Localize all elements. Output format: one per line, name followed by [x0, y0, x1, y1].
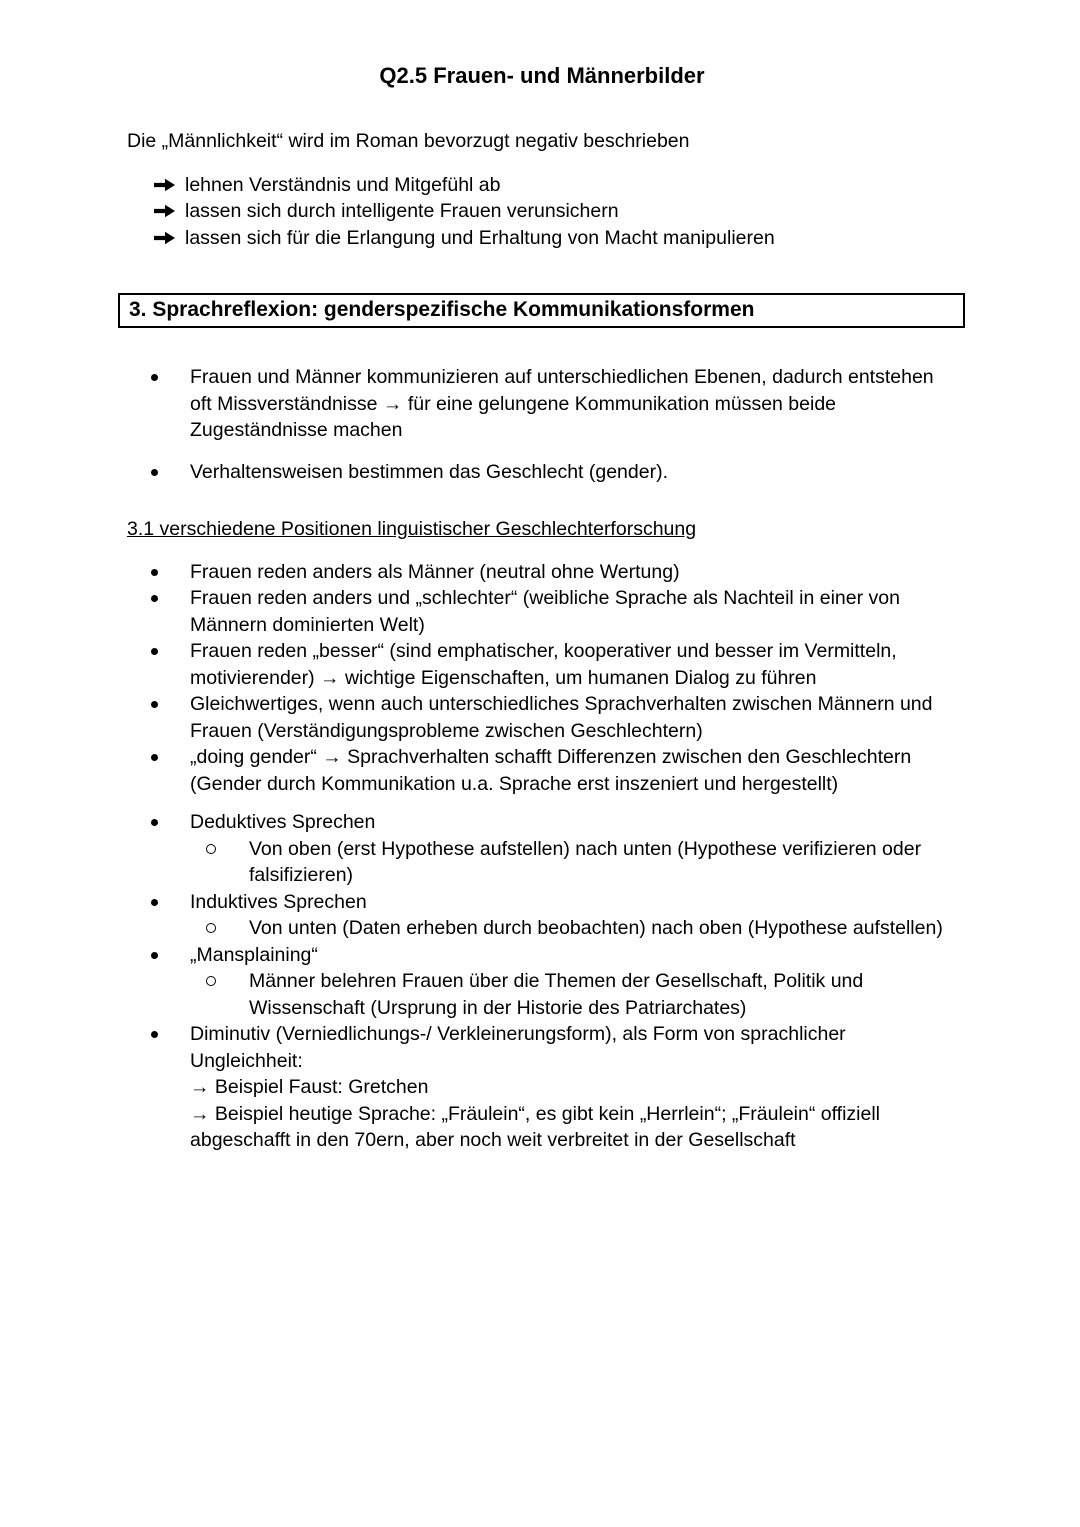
- bullet-list-item: [127, 585, 957, 638]
- bullet-item-text: „Mansplaining“: [190, 943, 318, 966]
- bullet-item-text: Frauen reden „besser“ (sind emphatischer, kooperativer und besser im Vermitteln, motivierender) → wichtige Eigenschaften, um humanen Dialog zu führen: [190, 640, 897, 689]
- section-3-heading: 3. Sprachreflexion: genderspezifische Kommunikationsformen: [129, 298, 755, 321]
- intro-lead-paragraph: Die „Männlichkeit“ wird im Roman bevorzugt negativ beschrieben: [127, 130, 690, 152]
- bullet-item-text: Frauen reden anders und „schlechter“ (weibliche Sprache als Nachteil in einer von Männern dominierten Welt): [190, 587, 900, 636]
- bullet-disc-icon: [151, 952, 158, 959]
- bullet-item-text: Frauen reden anders als Männer (neutral ohne Wertung): [190, 560, 680, 583]
- section-3-heading-box: [118, 293, 965, 328]
- sub-bullet-list-item: [190, 836, 957, 889]
- bullet-list-item: [127, 638, 957, 691]
- positions-bullet-list: [127, 559, 957, 798]
- arrow-item-text: lehnen Verständnis und Mitgefühl ab: [185, 173, 501, 196]
- bullet-item-text: Gleichwertiges, wenn auch unterschiedliches Sprachverhalten zwischen Männern und Frauen (Verständigungsprobleme zwischen Geschlechtern): [190, 693, 933, 742]
- arrow-item-text: lassen sich für die Erlangung und Erhaltung von Macht manipulieren: [185, 226, 775, 249]
- bullet-item-text: Deduktives Sprechen: [190, 811, 376, 833]
- heavy-right-arrow-icon: [154, 178, 175, 192]
- bullet-disc-icon: [151, 1031, 158, 1038]
- sub-bullet-item-text: Von unten (Daten erheben durch beobachten) nach oben (Hypothese aufstellen): [249, 917, 943, 939]
- sub-bullet-circle-icon: [206, 976, 216, 986]
- bullet-item-text: Verhaltensweisen bestimmen das Geschlecht (gender).: [190, 460, 668, 483]
- bullet-disc-icon: [151, 374, 158, 381]
- bullet-item-text: „doing gender“ → Sprachverhalten schafft Differenzen zwischen den Geschlechtern (Gender durch Kommunikation u.a. Sprache erst inszeniert und hergestellt): [190, 746, 912, 795]
- bullet-list-item: [127, 559, 957, 586]
- bullet-disc-icon: [151, 469, 158, 476]
- arrow-note-line: → Beispiel heutige Sprache: „Fräulein“, es gibt kein „Herrlein“; „Fräulein“ offiziell abgeschafft in den 70ern, aber noch weit verbreitet in der Gesellschaft: [190, 1102, 881, 1151]
- sub-bullet-list-item: [190, 968, 957, 1021]
- arrow-item-text: lassen sich durch intelligente Frauen verunsichern: [185, 200, 619, 222]
- bullet-list-item: [127, 691, 957, 744]
- sub-bullet-item-text: Von oben (erst Hypothese aufstellen) nach unten (Hypothese verifizieren oder falsifizieren): [249, 837, 922, 886]
- arrow-list-item: [127, 172, 957, 199]
- bullet-item-text: Induktives Sprechen: [190, 890, 367, 913]
- arrow-list-item: [127, 225, 957, 252]
- page-title: Q2.5 Frauen- und Männerbilder: [379, 63, 705, 88]
- bullet-disc-icon: [151, 819, 158, 826]
- bullet-item-body: [190, 1021, 957, 1154]
- bullet-item-body: [190, 809, 957, 889]
- heavy-right-arrow-icon: [154, 231, 175, 245]
- bullet-item-body: [190, 889, 957, 942]
- bullet-list-item: [127, 809, 957, 889]
- bullet-item-body: [190, 942, 957, 1022]
- bullet-disc-icon: [151, 648, 158, 655]
- sub-bullet-item-text: Männer belehren Frauen über die Themen der Gesellschaft, Politik und Wissenschaft (Ursprung in der Historie des Patriarchates): [249, 970, 864, 1019]
- arrow-note-lines: [190, 1074, 957, 1154]
- speech-forms-bullet-list: [127, 809, 957, 1154]
- bullet-disc-icon: [151, 595, 158, 602]
- bullet-list-item: [127, 889, 957, 942]
- section-3-bullet-list: [127, 364, 957, 485]
- bullet-list-item: [127, 1021, 957, 1154]
- sub-bullet-list-item: [190, 915, 957, 942]
- sub-bullet-list: [190, 968, 957, 1021]
- bullet-list-item: [127, 942, 957, 1022]
- arrow-note-line: → Beispiel Faust: Gretchen: [190, 1076, 429, 1098]
- sub-bullet-circle-icon: [206, 923, 216, 933]
- sub-bullet-list: [190, 836, 957, 889]
- bullet-disc-icon: [151, 569, 158, 576]
- bullet-list-item: [127, 744, 957, 797]
- bullet-item-text: Diminutiv (Verniedlichungs-/ Verkleinerungsform), als Form von sprachlicher Ungleichheit:: [190, 1023, 846, 1072]
- sub-bullet-list: [190, 915, 957, 942]
- section-3-1-heading: 3.1 verschiedene Positionen linguistischer Geschlechterforschung: [127, 518, 697, 540]
- bullet-list-item: [127, 364, 957, 444]
- heavy-right-arrow-icon: [154, 204, 175, 218]
- sub-bullet-circle-icon: [206, 844, 216, 854]
- intro-arrow-list: [127, 172, 957, 252]
- bullet-item-text: Frauen und Männer kommunizieren auf unterschiedlichen Ebenen, dadurch entstehen oft Missverständnisse → für eine gelungene Kommunikation müssen beide Zugeständnisse machen: [190, 366, 934, 441]
- bullet-disc-icon: [151, 701, 158, 708]
- bullet-disc-icon: [151, 899, 158, 906]
- bullet-list-item: [127, 459, 957, 486]
- arrow-list-item: [127, 198, 957, 225]
- bullet-disc-icon: [151, 754, 158, 761]
